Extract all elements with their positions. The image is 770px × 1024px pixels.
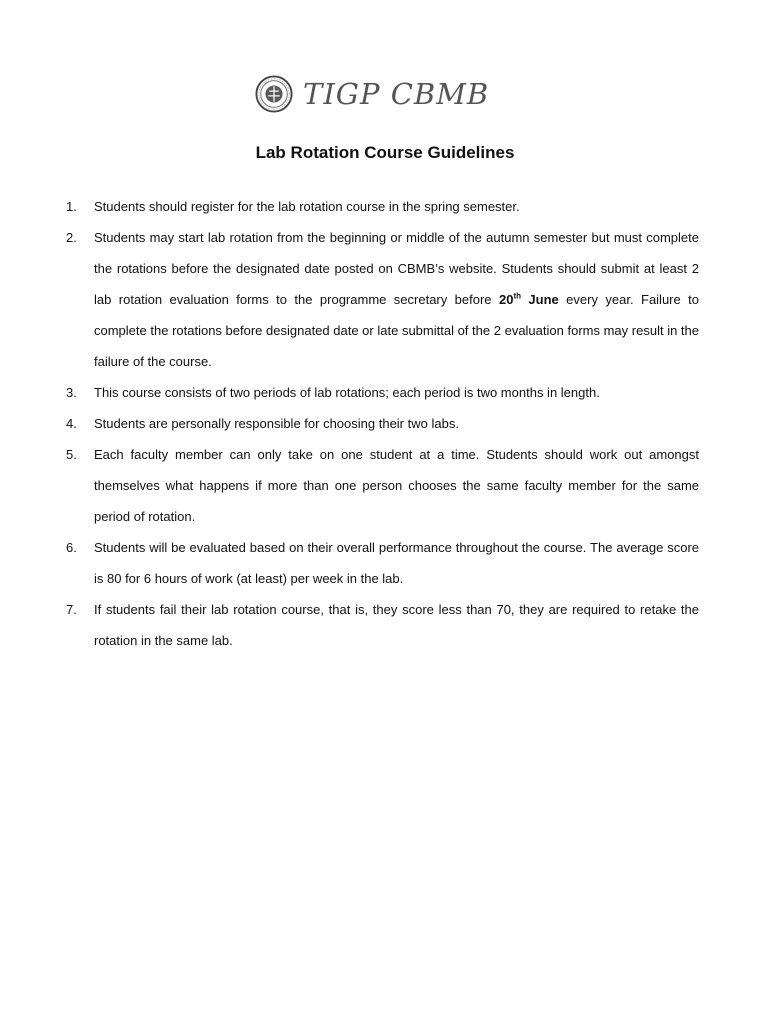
guidelines-list — [66, 191, 699, 656]
list-item — [66, 439, 699, 532]
list-item — [66, 408, 699, 439]
item-number: 5. — [66, 447, 77, 462]
deadline-month: June — [528, 292, 559, 307]
item-number: 1. — [66, 199, 77, 214]
list-item — [66, 532, 699, 594]
item-number: 6. — [66, 540, 77, 555]
item-text: This course consists of two periods of lab rotations; each period is two months in length. — [94, 385, 600, 400]
logo-text: TIGP CBMB — [303, 76, 490, 111]
item-text: Students are personally responsible for choosing their two labs. — [94, 416, 459, 431]
page-title: Lab Rotation Course Guidelines — [255, 143, 515, 162]
item-number: 3. — [66, 385, 77, 400]
item-text: Students should register for the lab rotation course in the spring semester. — [94, 199, 520, 214]
list-item — [66, 222, 699, 377]
deadline-day-suffix: th — [513, 291, 521, 301]
item-text: Students will be evaluated based on their overall performance throughout the course. The average score is 80 for 6 hours of work (at least) per week in the lab. — [94, 540, 699, 586]
item-number: 4. — [66, 416, 77, 431]
item-text: Each faculty member can only take on one student at a time. Students should work out amongst themselves what happens if more than one person chooses the same faculty member for the same period of rotation. — [94, 447, 699, 524]
item-text-before: Students may start lab rotation from the beginning or middle of the autumn semester but must complete the rotations before the designated date posted on CBMB’s website. Students should submit at least 2 lab rotation evaluation forms to the programme secretary before — [94, 230, 699, 307]
item-text: If students fail their lab rotation course, that is, they score less than 70, they are required to retake the rotation in the same lab. — [94, 602, 699, 648]
header-logo — [255, 70, 489, 118]
item-text — [94, 222, 699, 377]
academia-seal-icon — [255, 75, 293, 113]
item-text-after: every year. Failure to complete the rotations before designated date or late submittal of the 2 evaluation forms may result in the failure of the course. — [94, 292, 699, 369]
list-item — [66, 377, 699, 408]
item-number: 2. — [66, 230, 77, 245]
deadline-day: 20 — [498, 292, 514, 307]
item-number: 7. — [66, 602, 77, 617]
list-item — [66, 594, 699, 656]
deadline-date — [499, 292, 559, 307]
list-item — [66, 191, 699, 222]
